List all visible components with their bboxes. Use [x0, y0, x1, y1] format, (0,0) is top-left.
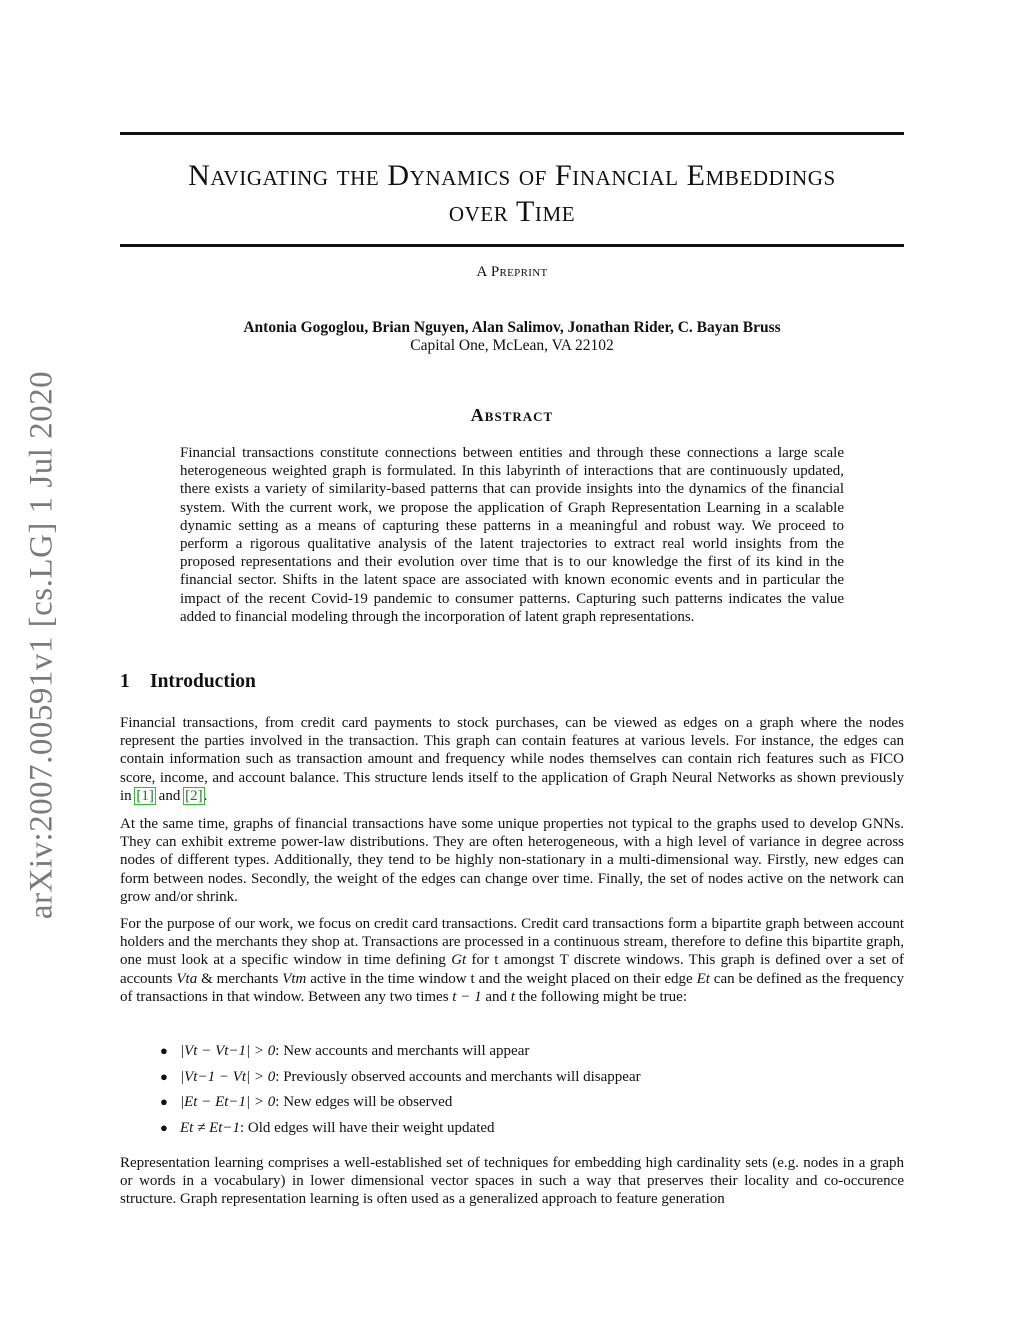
list-item — [160, 1068, 880, 1094]
list-item-text: : Previously observed accounts and merchants will disappear — [275, 1068, 641, 1085]
math-inline: Et — [696, 970, 710, 987]
preprint-label: A Preprint — [476, 264, 548, 280]
intro-paragraph-1 — [120, 714, 904, 805]
citation-link-1[interactable]: [1] — [136, 787, 154, 804]
math-inline: Gt — [451, 952, 467, 969]
arxiv-identifier-stamp: arXiv:2007.00591v1 [cs.LG] 1 Jul 2020 — [23, 370, 60, 920]
title-bottom-rule — [120, 244, 904, 247]
math-inline: |Et − Et−1| > 0 — [180, 1094, 276, 1110]
section-title: Introduction — [150, 671, 256, 692]
title-line-2: over Time — [448, 195, 576, 228]
bullet-icon: ● — [160, 1119, 168, 1135]
section-number: 1 — [120, 671, 130, 692]
intro-paragraph-3 — [120, 915, 904, 1006]
math-inline: |Vt−1 − Vt| > 0 — [180, 1068, 276, 1085]
abstract-heading: Abstract — [470, 405, 554, 425]
title-top-rule — [120, 132, 904, 135]
math-inline: t − 1 — [452, 988, 482, 1005]
paper-title — [120, 158, 904, 230]
paragraph-text: the following might be true: — [514, 988, 687, 1005]
paragraph-text: and — [481, 988, 511, 1005]
list-item-text: : New accounts and merchants will appear — [275, 1043, 530, 1059]
paragraph-text: can be defined as the frequency of transactions in that window. Between any two times — [120, 970, 904, 1005]
bullet-icon: ● — [160, 1043, 168, 1058]
author-affiliation: Capital One, McLean, VA 22102 — [410, 337, 614, 354]
paragraph-text: & merchants — [197, 970, 283, 987]
paragraph-text: . — [203, 787, 208, 804]
math-inline: Vta — [176, 970, 198, 987]
list-item — [160, 1042, 880, 1068]
citation-link-2[interactable]: [2] — [185, 787, 203, 804]
bullet-icon: ● — [160, 1068, 168, 1084]
bullet-icon: ● — [160, 1094, 168, 1109]
list-item — [160, 1093, 880, 1119]
paragraph-text: For the purpose of our work, we focus on credit card transactions. Credit card transactions form a bipartite graph between account holders and the merchants they shop at. Transactions are processed in a continuous stream, therefore to define this bipartite graph, one must look at a specific window in time defining — [120, 916, 904, 969]
title-line-1: Navigating the Dynamics of Financial Embeddings — [188, 159, 836, 192]
change-conditions-list — [160, 1042, 880, 1144]
paragraph-text: for t amongst T discrete windows. This graph is defined over a set of accounts — [120, 952, 904, 987]
list-item-text: : New edges will be observed — [275, 1094, 453, 1110]
math-inline: |Vt − Vt−1| > 0 — [180, 1043, 276, 1059]
math-inline: Vtm — [282, 970, 307, 987]
intro-paragraph-2: At the same time, graphs of financial transactions have some unique properties not typical to the graphs used to develop GNNs. They can exhibit extreme power-law distributions. They are often heterogeneous, with a high level of variance in degree across nodes of different types. Additionally, they tend to be highly non-stationary in a multi-dimensional way. Firstly, new edges can form between nodes. Secondly, the weight of the edges can change over time. Finally, the set of nodes active on the network can grow and/or shrink. — [120, 816, 904, 905]
paragraph-text: and — [154, 787, 185, 804]
math-inline: Et ≠ Et−1 — [180, 1119, 241, 1136]
paragraph-text: active in the time window t and the weight placed on their edge — [306, 970, 697, 987]
abstract-text: Financial transactions constitute connections between entities and through these connections a large scale heterogeneous weighted graph is formulated. In this labyrinth of interactions that are continuously updated, there exists a variety of similarity-based patterns that can provide insights into the dynamics of the financial system. With the current work, we propose the application of Graph Representation Learning in a scalable dynamic setting as a means of capturing these patterns in a meaningful and robust way. We proceed to perform a rigorous qualitative analysis of the latent trajectories to extract real world insights from the proposed representations and their evolution over time that is to our knowledge the first of its kind in the financial sector. Shifts in the latent space are associated with known economic events and in particular the impact of the recent Covid-19 pandemic to consumer patterns. Capturing such patterns indicates the value added to financial modeling through the incorporation of latent graph representations. — [180, 445, 844, 625]
math-inline: t — [510, 988, 515, 1005]
list-item-text: : Old edges will have their weight updated — [240, 1119, 495, 1136]
author-list: Antonia Gogoglou, Brian Nguyen, Alan Salimov, Jonathan Rider, C. Bayan Bruss — [243, 319, 781, 336]
section-heading-introduction — [120, 671, 256, 693]
list-item — [160, 1119, 880, 1145]
intro-paragraph-5: Representation learning comprises a well-established set of techniques for embedding high cardinality sets (e.g. nodes in a graph or words in a vocabulary) in lower dimensional vector spaces in such a way that preserves their locality and co-occurence structure. Graph representation learning is often used as a generalized approach to feature generation — [120, 1155, 904, 1208]
paragraph-text: Financial transactions, from credit card payments to stock purchases, can be viewed as edges on a graph where the nodes represent the parties involved in the transaction. This graph can contain features at various levels. For instance, the edges can contain information such as transaction amount and frequency while nodes themselves can contain rich features such as FICO score, income, and account balance. This structure lends itself to the application of Graph Neural Networks as shown previously in — [120, 715, 904, 804]
